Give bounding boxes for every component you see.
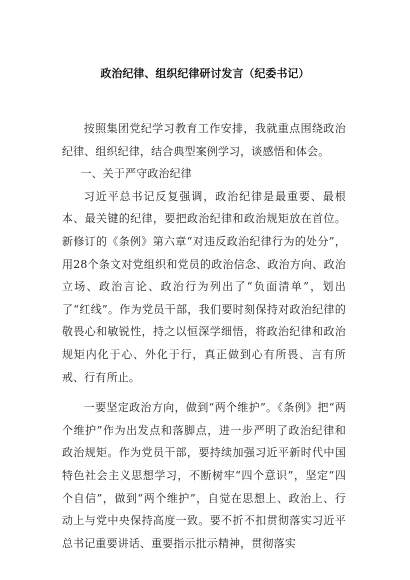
document-body	[62, 118, 346, 555]
document-title: 政治纪律、组织纪律研讨发言（纪委书记）	[100, 67, 310, 80]
section-heading: 一、关于严守政治纪律	[80, 167, 192, 181]
body-paragraph: 习近平总书记反复强调，政治纪律是最重要、最根本、最关键的纪律，要把政治纪律和政治规矩放在首位。新修订的《条例》第六章“对违反政治纪律行为的处分”，用28个条文对党组织和党员的政治信念、政治方向、政治立场、政治言论、政治行为列出了“负面清单”，划出了“红线”。作为党员干部，我们要时刻保持对政治纪律的敬畏心和敏锐性，持之以恒深学细悟，将政治纪律和政治规矩内化于心、外化于行，真正做到心有所畏、言有所戒、行有所止。	[62, 189, 346, 384]
body-paragraph: 一要坚定政治方向，做到“两个维护”。《条例》把“两个维护”作为出发点和落脚点，进一步严明了政治纪律和政治规矩。作为党员干部，要持续加强习近平新时代中国特色社会主义思想学习，不断树牢“四个意识”，坚定“四个自信”，做到“两个维护”，自觉在思想上、政治上、行动上与党中央保持高度一致。要不折不扣贯彻落实习近平总书记重要讲话、重要指示批示精神，贯彻落实	[62, 401, 346, 550]
intro-paragraph: 按照集团党纪学习教育工作安排，我就重点围绕政治纪律、组织纪律，结合典型案例学习，谈感悟和体会。	[62, 122, 346, 158]
